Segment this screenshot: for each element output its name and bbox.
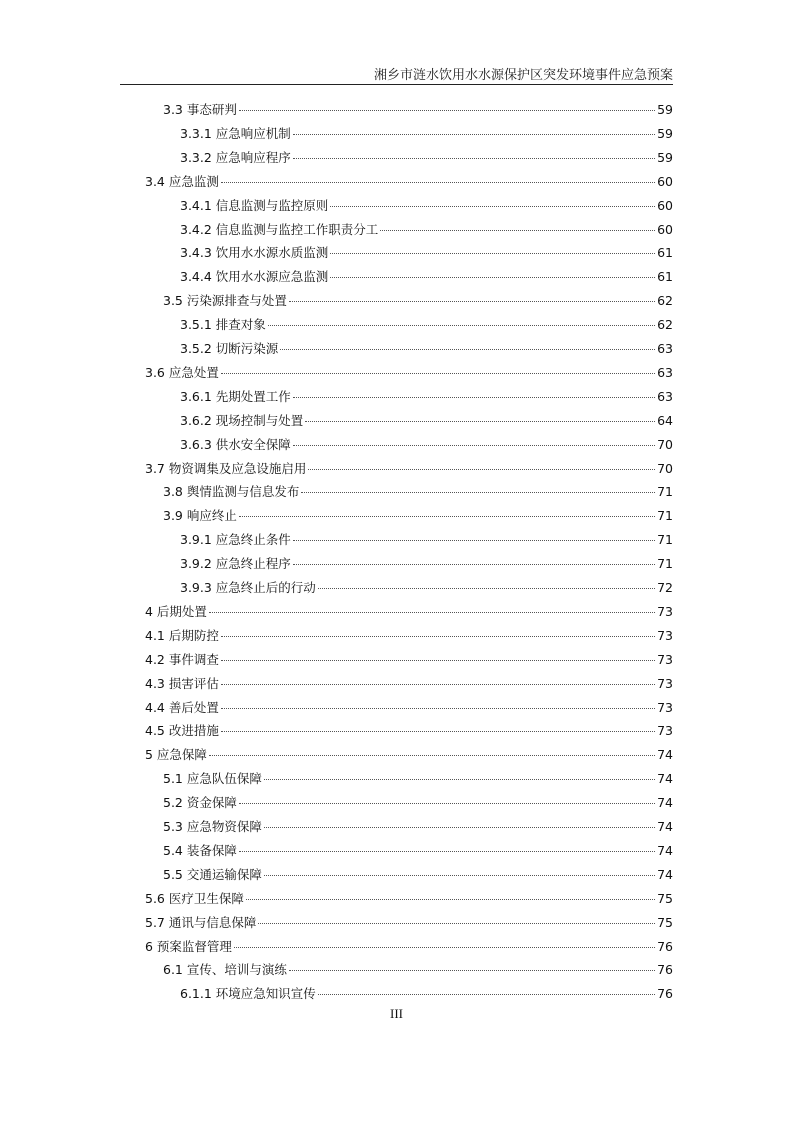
toc-entry[interactable] [145,913,673,933]
toc-entry-title: 5.1 应急队伍保障 [163,771,262,787]
toc-entry[interactable] [180,220,673,240]
toc-entry-title: 3.9.3 应急终止后的行动 [180,580,316,595]
toc-entry[interactable] [163,865,673,885]
toc-entry-title: 3.5.2 切断污染源 [180,341,279,356]
toc-entry[interactable] [163,817,673,837]
toc-entry-page: 59 [657,149,673,165]
toc-entry-page: 63 [657,388,673,404]
toc-entry-page: 60 [657,173,673,189]
dot-leader [293,158,655,159]
toc-entry-title: 3.9.1 应急终止条件 [180,532,291,548]
toc-entry[interactable] [180,435,673,455]
dot-leader [234,947,655,948]
dot-leader [289,301,655,302]
toc-entry[interactable] [145,721,673,741]
toc-entry-page: 60 [657,221,673,237]
toc-entry-page: 74 [657,747,673,763]
toc-entry-title: 3.3.1 应急响应机制 [180,125,291,141]
toc-entry[interactable] [180,554,673,574]
toc-entry[interactable] [180,387,673,407]
toc-entry-page: 71 [657,508,673,524]
dot-leader [221,660,655,661]
toc-entry[interactable] [180,339,673,359]
dot-leader [239,110,655,111]
toc-entry-title: 6 预案监督管理 [145,938,232,954]
toc-entry-page: 61 [657,269,673,285]
toc-entry-page: 74 [657,866,673,882]
dot-leader [209,755,655,756]
dot-leader [239,803,655,804]
toc-entry-title: 3.4 应急监测 [145,173,219,189]
toc-entry-title: 5.4 装备保障 [163,842,237,858]
toc-entry[interactable] [145,172,673,192]
toc-entry[interactable] [145,674,673,694]
toc-entry[interactable] [145,602,673,622]
toc-entry-page: 63 [657,341,673,356]
toc-entry[interactable] [163,769,673,789]
toc-entry-page: 64 [657,412,673,428]
toc-entry[interactable] [163,793,673,813]
toc-entry-page: 71 [657,484,673,500]
toc-entry-page: 61 [657,245,673,261]
dot-leader [293,564,655,565]
toc-entry[interactable] [163,100,673,120]
toc-entry[interactable] [145,937,673,957]
toc-entry[interactable] [145,698,673,718]
toc-entry-page: 74 [657,795,673,811]
toc-entry[interactable] [180,984,673,1004]
toc-entry[interactable] [145,889,673,909]
toc-entry-title: 4.5 改进措施 [145,723,219,739]
dot-leader [268,325,655,326]
toc-entry[interactable] [145,363,673,383]
toc-entry-title: 5 应急保障 [145,747,207,763]
dot-leader [246,899,655,900]
toc-entry-page: 70 [657,436,673,452]
dot-leader [380,230,655,231]
toc-entry[interactable] [145,745,673,765]
dot-leader [264,875,655,876]
toc-entry-title: 4.3 损害评估 [145,675,219,691]
toc-entry-page: 74 [657,819,673,834]
running-header: 湘乡市涟水饮用水水源保护区突发环境事件应急预案 [373,68,673,83]
toc-entry[interactable] [180,267,673,287]
toc-entry[interactable] [145,650,673,670]
dot-leader [318,588,655,589]
toc-entry[interactable] [180,315,673,335]
toc-entry-page: 75 [657,914,673,930]
dot-leader [293,445,655,446]
dot-leader [221,636,655,637]
dot-leader [221,684,655,685]
toc-entry-title: 4 后期处置 [145,603,207,619]
toc-entry[interactable] [163,841,673,861]
toc-entry-page: 76 [657,962,673,978]
toc-entry-page: 76 [657,986,673,1002]
toc-entry-page: 73 [657,675,673,691]
toc-entry[interactable] [180,530,673,550]
dot-leader [264,779,655,780]
toc-entry-page: 75 [657,890,673,906]
toc-entry-title: 3.4.1 信息监测与监控原则 [180,197,329,213]
toc-entry-page: 74 [657,842,673,858]
toc-entry-page: 73 [657,603,673,619]
dot-leader [264,827,655,828]
toc-entry-page: 62 [657,293,673,309]
toc-entry-title: 6.1 宣传、培训与演练 [163,962,287,978]
header-rule [120,84,673,85]
toc-entry-title: 5.3 应急物资保障 [163,819,262,834]
toc-entry-page: 70 [657,460,673,476]
toc-entry-page: 60 [657,197,673,213]
dot-leader [330,277,655,278]
toc-entry-title: 3.3 事态研判 [163,102,237,117]
toc-entry-title: 3.4.2 信息监测与监控工作职责分工 [180,221,379,237]
dot-leader [330,206,655,207]
toc-entry-title: 3.9 响应终止 [163,508,237,524]
toc-entry-page: 59 [657,125,673,141]
toc-entry[interactable] [163,506,673,526]
toc-entry[interactable] [180,578,673,598]
toc-entry[interactable] [180,411,673,431]
dot-leader [301,492,655,493]
toc-entry-title: 5.6 医疗卫生保障 [145,890,244,906]
toc-entry-title: 3.6.3 供水安全保障 [180,436,291,452]
toc-entry-page: 73 [657,723,673,739]
toc-entry[interactable] [180,124,673,144]
toc-entry[interactable] [145,459,673,479]
toc-entry-page: 74 [657,771,673,787]
toc-entry-title: 3.7 物资调集及应急设施启用 [145,460,307,476]
dot-leader [293,397,655,398]
toc-entry-page: 71 [657,556,673,572]
toc-entry-page: 76 [657,938,673,954]
dot-leader [280,349,655,350]
dot-leader [293,540,655,541]
toc-entry[interactable] [163,960,673,980]
toc-entry-page: 73 [657,627,673,643]
dot-leader [308,469,655,470]
dot-leader [221,731,655,732]
toc-entry[interactable] [180,243,673,263]
toc-entry-page: 72 [657,580,673,595]
toc-entry-title: 5.5 交通运输保障 [163,866,262,882]
dot-leader [289,970,655,971]
toc-entry-page: 73 [657,699,673,715]
toc-entry-title: 3.8 舆情监测与信息发布 [163,484,300,500]
dot-leader [221,373,655,374]
dot-leader [239,851,655,852]
toc-entry-page: 59 [657,102,673,117]
toc-entry-page: 73 [657,651,673,667]
toc-entry-title: 3.5.1 排查对象 [180,317,266,333]
toc-entry-title: 5.2 资金保障 [163,795,237,811]
dot-leader [330,253,655,254]
toc-entry[interactable] [163,291,673,311]
toc-entry-title: 4.2 事件调查 [145,651,219,667]
toc-entry-title: 4.4 善后处置 [145,699,219,715]
dot-leader [221,708,655,709]
page-number: III [390,1006,403,1021]
toc-entry-title: 3.9.2 应急终止程序 [180,556,291,572]
dot-leader [293,134,655,135]
toc-entry[interactable] [163,482,673,502]
dot-leader [239,516,655,517]
toc-entry-title: 4.1 后期防控 [145,627,219,643]
toc-entry-title: 3.6 应急处置 [145,364,219,380]
dot-leader [305,421,655,422]
toc-entry-page: 62 [657,317,673,333]
toc-entry-title: 3.3.2 应急响应程序 [180,149,291,165]
toc-entry-title: 3.4.4 饮用水水源应急监测 [180,269,329,285]
toc-entry[interactable] [145,626,673,646]
toc-entry-title: 6.1.1 环境应急知识宣传 [180,986,316,1002]
toc-entry-title: 5.7 通讯与信息保障 [145,914,257,930]
toc-entry-title: 3.6.2 现场控制与处置 [180,412,304,428]
toc-entry[interactable] [180,148,673,168]
dot-leader [221,182,655,183]
dot-leader [209,612,655,613]
dot-leader [318,994,655,995]
dot-leader [258,923,655,924]
toc-entry-page: 71 [657,532,673,548]
toc-entry-title: 3.6.1 先期处置工作 [180,388,291,404]
toc-entry-title: 3.5 污染源排查与处置 [163,293,287,309]
toc-entry-page: 63 [657,364,673,380]
toc-entry[interactable] [180,196,673,216]
toc-entry-title: 3.4.3 饮用水水源水质监测 [180,245,329,261]
